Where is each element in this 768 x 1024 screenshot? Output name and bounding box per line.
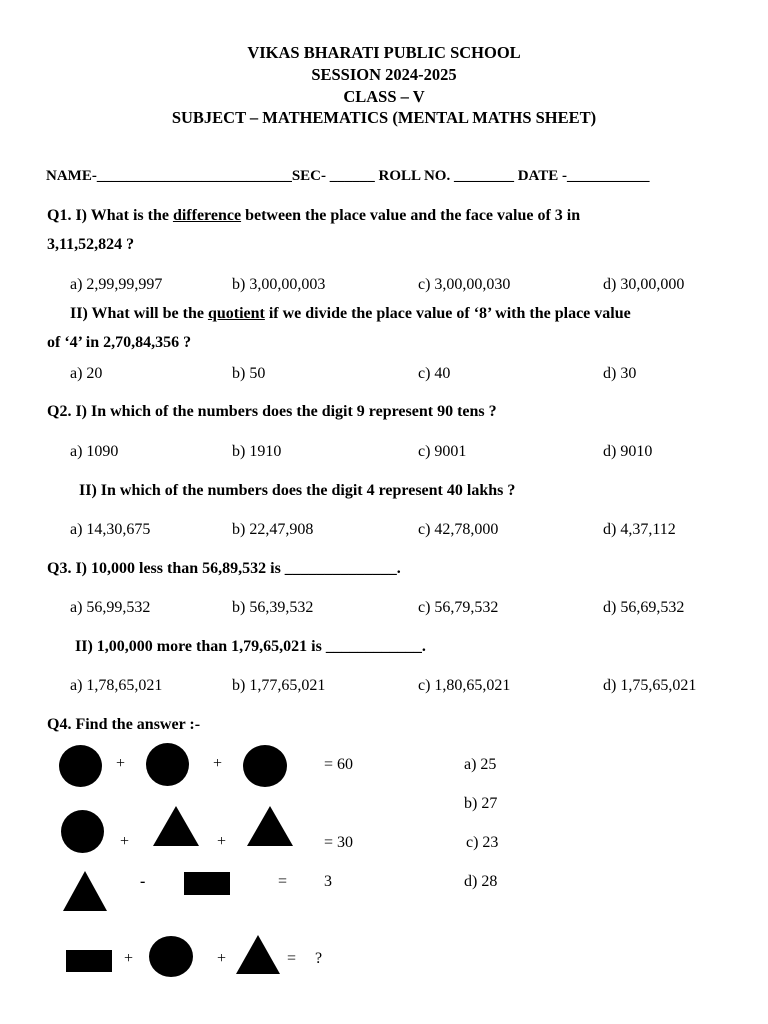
row3-result: 3	[324, 873, 332, 890]
q1-i-option-c[interactable]: c) 3,00,00,030	[418, 276, 511, 293]
triangle-shape-icon	[153, 806, 199, 846]
q2-i-option-c[interactable]: c) 9001	[418, 443, 467, 460]
q1-ii-option-d[interactable]: d) 30	[603, 365, 637, 382]
student-info-line	[46, 168, 650, 185]
q1-i-option-b[interactable]: b) 3,00,00,003	[232, 276, 326, 293]
circle-shape-icon	[59, 745, 102, 787]
school-name: VIKAS BHARATI PUBLIC SCHOOL	[247, 43, 521, 62]
q1-ii-option-c[interactable]: c) 40	[418, 365, 451, 382]
q3-ii-option-d[interactable]: d) 1,75,65,021	[603, 677, 697, 694]
date-label: DATE -	[517, 168, 568, 184]
q3-ii-option-c[interactable]: c) 1,80,65,021	[418, 677, 511, 694]
row2-result: = 30	[324, 834, 354, 851]
q1-ii-line2: of ‘4’ in 2,70,84,356 ?	[47, 334, 192, 351]
q1-i-option-a[interactable]: a) 2,99,99,997	[70, 276, 163, 293]
roll-blank[interactable]: ________	[453, 168, 514, 184]
roll-label: ROLL NO.	[378, 168, 451, 184]
q2-ii-option-c[interactable]: c) 42,78,000	[418, 521, 499, 538]
circle-shape-icon	[61, 810, 104, 853]
q1-i-number: 3,11,52,824 ?	[47, 236, 135, 253]
row1-result: = 60	[324, 756, 354, 773]
equals-operator: =	[278, 873, 288, 890]
name-blank[interactable]: __________________________	[96, 168, 292, 184]
circle-shape-icon	[149, 936, 193, 977]
q1-ii-option-a[interactable]: a) 20	[70, 365, 103, 382]
session: SESSION 2024-2025	[311, 65, 457, 84]
q3-i-question: Q3. I) 10,000 less than 56,89,532 is ______________.	[47, 560, 401, 577]
q4-option-b[interactable]: b) 27	[464, 795, 498, 812]
triangle-shape-icon	[63, 871, 107, 911]
rectangle-shape-icon	[66, 950, 112, 972]
q2-i-option-d[interactable]: d) 9010	[603, 443, 653, 460]
q4-title: Q4. Find the answer :-	[47, 716, 201, 733]
sec-blank[interactable]: ______	[329, 168, 375, 184]
rectangle-shape-icon	[184, 872, 230, 895]
q1-ii-question: II) What will be the quotient if we divide the place value of ‘8’ with the place value	[70, 305, 631, 322]
q1-ii-option-b[interactable]: b) 50	[232, 365, 266, 382]
plus-operator: +	[217, 833, 227, 850]
q3-i-option-b[interactable]: b) 56,39,532	[232, 599, 314, 616]
circle-shape-icon	[146, 743, 189, 786]
class: CLASS – V	[343, 87, 425, 106]
q2-i-question: Q2. I) In which of the numbers does the digit 9 represent 90 tens ?	[47, 403, 497, 420]
date-blank[interactable]: ___________	[567, 168, 650, 184]
q3-ii-question: II) 1,00,000 more than 1,79,65,021 is ____________.	[75, 638, 426, 655]
name-label: NAME-	[46, 168, 97, 184]
q3-i-option-d[interactable]: d) 56,69,532	[603, 599, 685, 616]
triangle-shape-icon	[247, 806, 293, 846]
emphasis-difference: difference	[172, 207, 242, 224]
q2-ii-question: II) In which of the numbers does the digit 4 represent 40 lakhs ?	[79, 482, 516, 499]
q1-i-question: Q1. I) What is the difference between the place value and the face value of 3 in	[47, 207, 581, 224]
q2-ii-option-d[interactable]: d) 4,37,112	[603, 521, 676, 538]
q4-option-d[interactable]: d) 28	[464, 873, 498, 890]
q4-option-c[interactable]: c) 23	[466, 834, 499, 851]
plus-operator: +	[213, 755, 223, 772]
plus-operator: +	[116, 755, 126, 772]
emphasis-quotient: quotient	[207, 305, 265, 322]
row4-result: ?	[315, 950, 323, 967]
triangle-shape-icon	[236, 935, 280, 974]
circle-shape-icon	[243, 745, 287, 787]
q4-option-a[interactable]: a) 25	[464, 756, 497, 773]
plus-operator: +	[217, 950, 227, 967]
q3-i-option-a[interactable]: a) 56,99,532	[70, 599, 151, 616]
equals-operator: =	[287, 950, 297, 967]
q2-ii-option-a[interactable]: a) 14,30,675	[70, 521, 151, 538]
q3-ii-option-a[interactable]: a) 1,78,65,021	[70, 677, 163, 694]
q2-ii-option-b[interactable]: b) 22,47,908	[232, 521, 314, 538]
sec-label: SEC-	[291, 168, 327, 184]
q3-ii-option-b[interactable]: b) 1,77,65,021	[232, 677, 326, 694]
q3-i-option-c[interactable]: c) 56,79,532	[418, 599, 499, 616]
q2-i-option-b[interactable]: b) 1910	[232, 443, 282, 460]
q1-i-option-d[interactable]: d) 30,00,000	[603, 276, 685, 293]
plus-operator: +	[124, 950, 134, 967]
subject: SUBJECT – MATHEMATICS (MENTAL MATHS SHEET)	[171, 108, 597, 127]
q2-i-option-a[interactable]: a) 1090	[70, 443, 119, 460]
plus-operator: +	[120, 833, 130, 850]
minus-operator: -	[140, 873, 146, 890]
